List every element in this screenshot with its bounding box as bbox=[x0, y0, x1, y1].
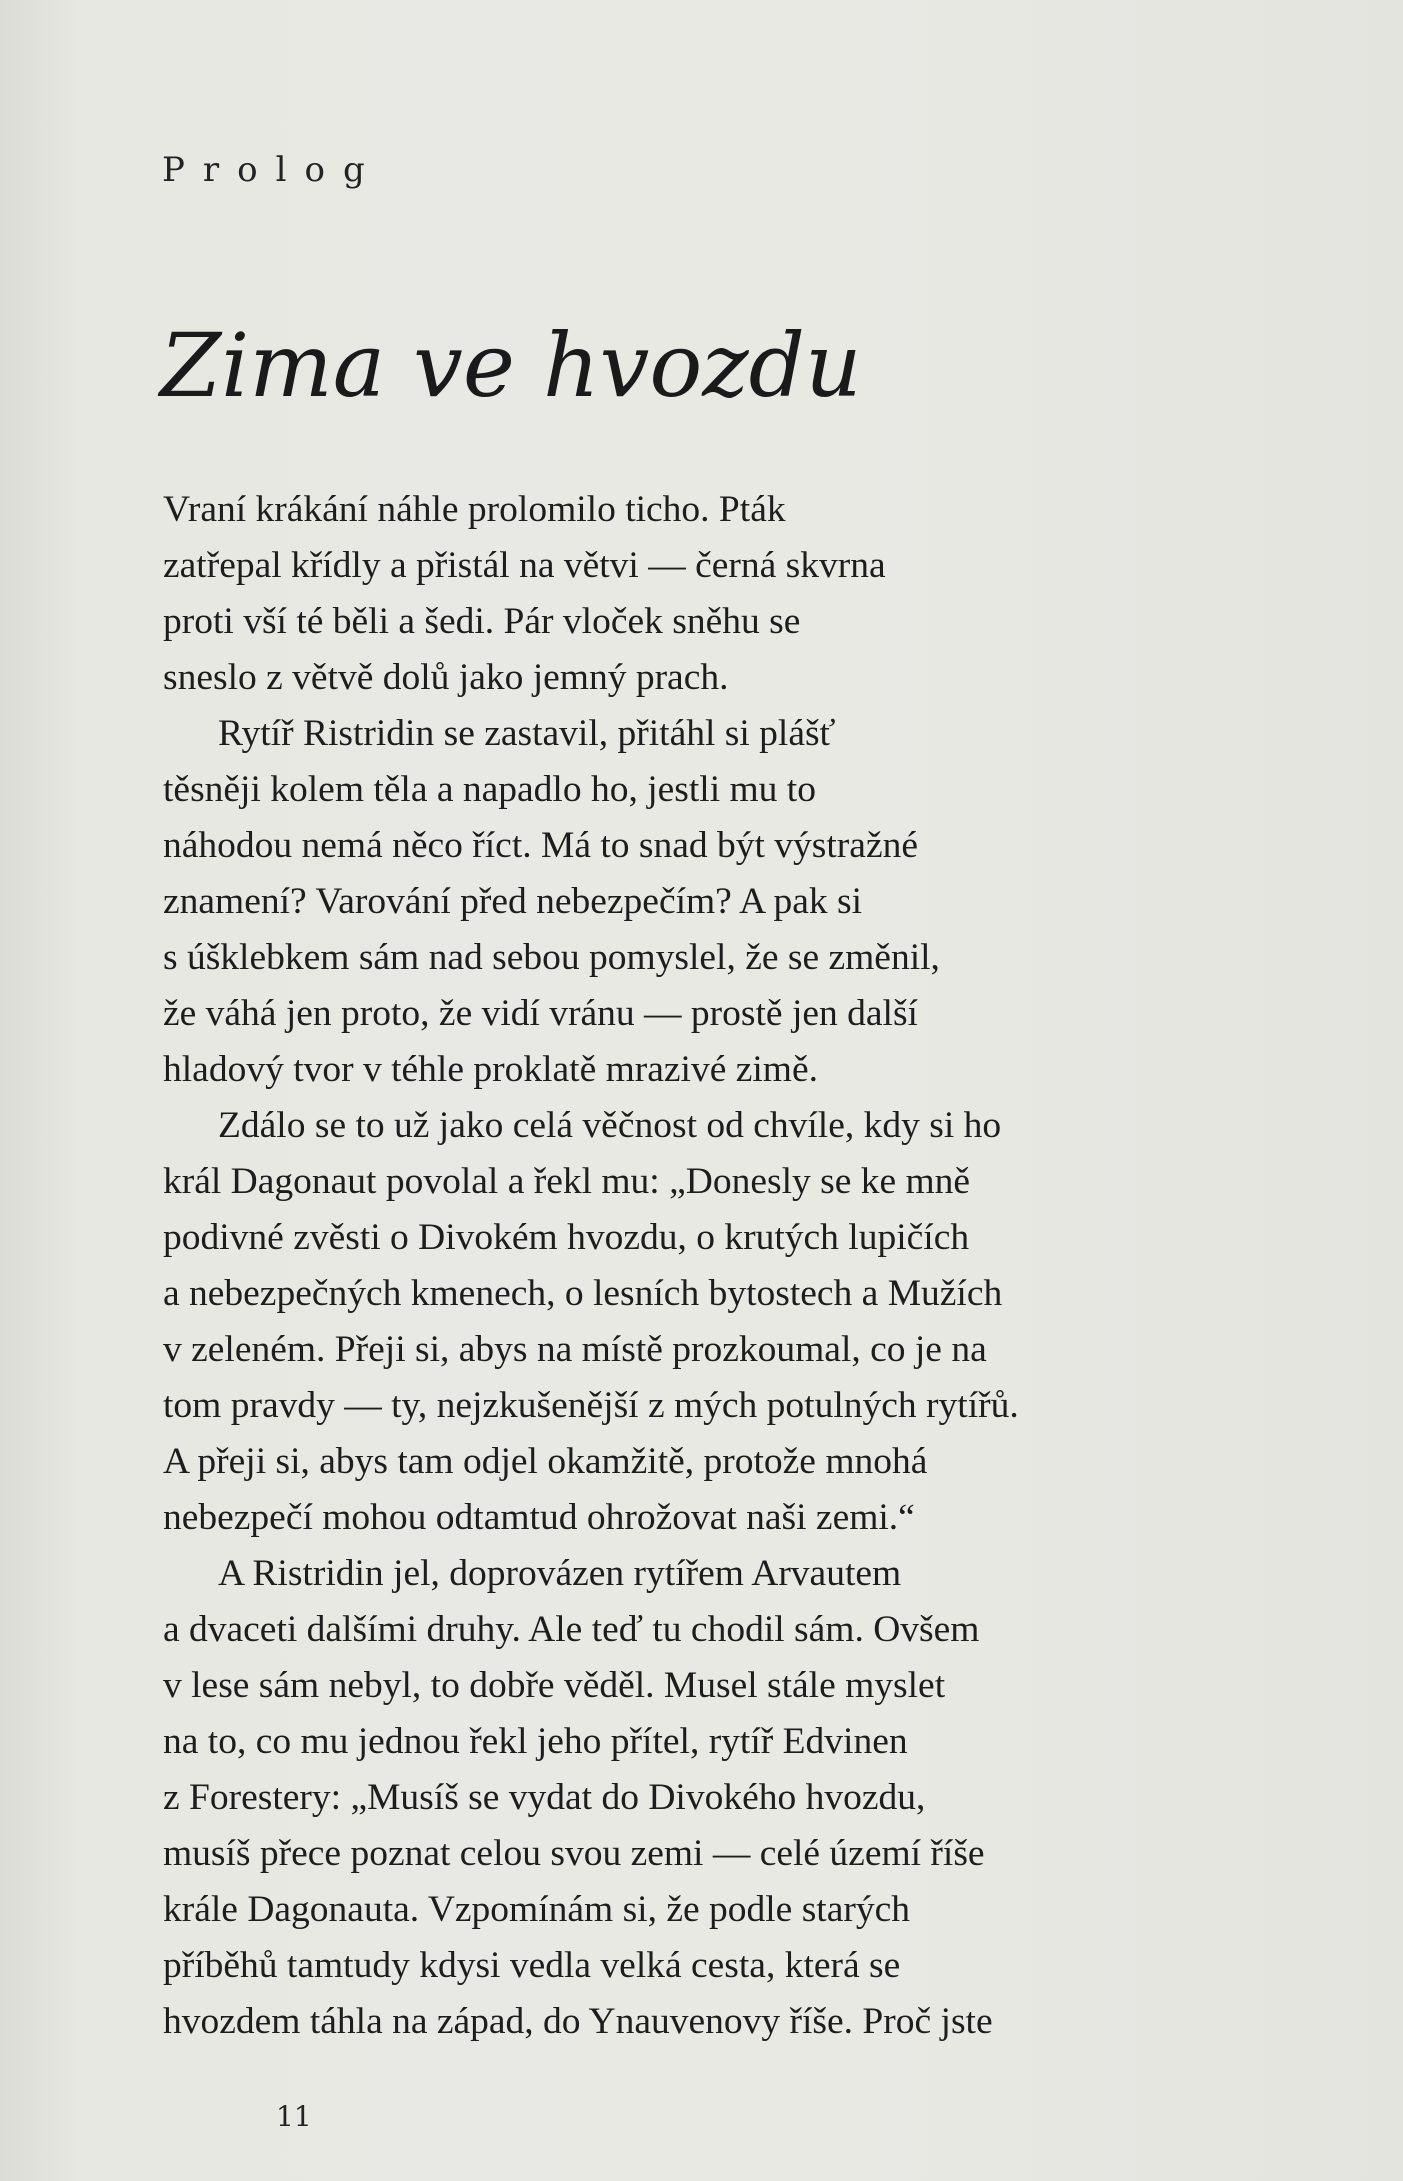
chapter-title: Zima ve hvozdu bbox=[160, 314, 862, 417]
text-line: v zeleném. Přeji si, abys na místě prozkoumal, co je na bbox=[163, 1329, 987, 1370]
text-line: Rytíř Ristridin se zastavil, přitáhl si plášť bbox=[218, 713, 836, 754]
text-line: v lese sám nebyl, to dobře věděl. Musel stále myslet bbox=[163, 1665, 946, 1706]
text-line: znamení? Varování před nebezpečím? A pak si bbox=[163, 881, 863, 922]
text-line: A přeji si, abys tam odjel okamžitě, protože mnohá bbox=[163, 1441, 928, 1482]
text-line: musíš přece poznat celou svou zemi — celé území říše bbox=[163, 1833, 985, 1874]
text-line: příběhů tamtudy kdysi vedla velká cesta, která se bbox=[163, 1945, 901, 1986]
text-line: Zdálo se to už jako celá věčnost od chvíle, kdy si ho bbox=[218, 1105, 1002, 1146]
text-line: Vraní krákání náhle prolomilo ticho. Pták bbox=[163, 489, 786, 530]
text-line: s úšklebkem sám nad sebou pomyslel, že se změnil, bbox=[163, 937, 940, 978]
page-number: 11 bbox=[276, 2100, 312, 2133]
text-line: podivné zvěsti o Divokém hvozdu, o krutých lupičích bbox=[163, 1217, 970, 1258]
text-line: z Forestery: „Musíš se vydat do Divokého hvozdu, bbox=[163, 1777, 926, 1818]
text-line: a nebezpečných kmenech, o lesních bytostech a Mužích bbox=[163, 1273, 1003, 1314]
text-line: náhodou nemá něco říct. Má to snad být výstražné bbox=[163, 825, 918, 866]
text-line: tom pravdy — ty, nejzkušenější z mých potulných rytířů. bbox=[163, 1385, 1019, 1426]
text-line: hladový tvor v téhle proklatě mrazivé zimě. bbox=[163, 1049, 818, 1090]
text-line: krále Dagonauta. Vzpomínám si, že podle starých bbox=[163, 1889, 910, 1930]
text-line: těsněji kolem těla a napadlo ho, jestli mu to bbox=[163, 769, 816, 810]
section-label: Prolog bbox=[162, 150, 383, 190]
text-line: král Dagonaut povolal a řekl mu: „Donesly se ke mně bbox=[163, 1161, 971, 1202]
text-line: nebezpečí mohou odtamtud ohrožovat naši zemi.“ bbox=[163, 1497, 915, 1538]
text-line: na to, co mu jednou řekl jeho přítel, rytíř Edvinen bbox=[163, 1721, 908, 1762]
text-line: že váhá jen proto, že vidí vránu — prostě jen další bbox=[163, 993, 918, 1034]
text-line: proti vší té běli a šedi. Pár vloček sněhu se bbox=[163, 601, 801, 642]
text-line: hvozdem táhla na západ, do Ynauvenovy říše. Proč jste bbox=[163, 2001, 993, 2042]
text-line: A Ristridin jel, doprovázen rytířem Arvautem bbox=[218, 1553, 902, 1594]
text-line: sneslo z větvě dolů jako jemný prach. bbox=[163, 657, 729, 698]
body-text bbox=[163, 482, 1275, 2050]
text-line: a dvaceti dalšími druhy. Ale teď tu chodil sám. Ovšem bbox=[163, 1609, 980, 1650]
text-line: zatřepal křídly a přistál na větvi — černá skvrna bbox=[163, 545, 886, 586]
